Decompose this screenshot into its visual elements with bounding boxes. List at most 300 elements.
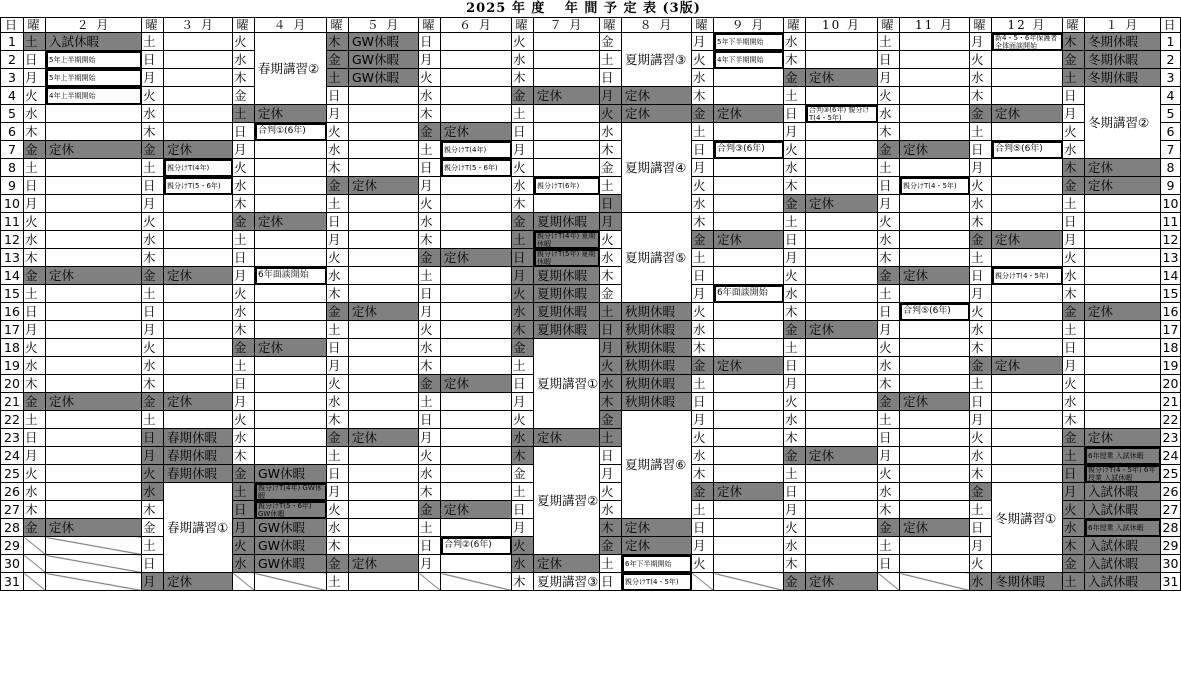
event-cell (441, 555, 512, 573)
weekday-cell: 日 (784, 483, 806, 501)
weekday-cell: 日 (24, 51, 46, 69)
weekday-cell: 月 (692, 285, 714, 303)
weekday-cell: 木 (970, 213, 992, 231)
weekday-cell: 火 (692, 303, 714, 321)
event-cell (349, 501, 419, 519)
event-cell (806, 249, 878, 267)
event-cell (1085, 393, 1161, 411)
event-cell (806, 231, 878, 249)
weekday-cell: 水 (1063, 267, 1085, 285)
weekday-cell: 日 (142, 303, 164, 321)
weekday-cell: 土 (327, 321, 349, 339)
day-number: 11 (1, 213, 24, 231)
weekday-cell: 木 (878, 501, 900, 519)
day-number-right: 17 (1161, 321, 1181, 339)
day-number-right: 24 (1161, 447, 1181, 465)
event-cell (441, 357, 512, 375)
empty-day (692, 573, 714, 591)
event-cell (992, 123, 1063, 141)
event-cell (46, 159, 142, 177)
event-cell: 定休 (900, 267, 970, 285)
event-cell (992, 375, 1063, 393)
weekday-cell: 月 (600, 465, 622, 483)
weekday-cell: 日 (600, 447, 622, 465)
weekday-cell: 金 (419, 501, 441, 519)
weekday-cell: 木 (233, 69, 255, 87)
event-cell (900, 465, 970, 483)
session-block: 夏期講習② (534, 447, 600, 555)
weekday-cell: 火 (419, 195, 441, 213)
event-cell (46, 339, 142, 357)
day-number-right: 16 (1161, 303, 1181, 321)
event-cell: 春期休暇 (164, 429, 233, 447)
weekday-cell: 火 (512, 159, 534, 177)
event-cell (900, 195, 970, 213)
weekday-cell: 月 (600, 213, 622, 231)
event-cell (534, 141, 600, 159)
event-cell (900, 357, 970, 375)
weekday-cell: 水 (692, 69, 714, 87)
event-cell (1085, 285, 1161, 303)
weekday-cell: 金 (327, 51, 349, 69)
weekday-cell: 金 (878, 393, 900, 411)
weekday-cell: 金 (600, 33, 622, 51)
event-cell (164, 195, 233, 213)
weekday-cell: 水 (512, 303, 534, 321)
weekday-cell: 土 (970, 123, 992, 141)
weekday-cell: 火 (512, 285, 534, 303)
day-number-right: 1 (1161, 33, 1181, 51)
weekday-cell: 金 (419, 249, 441, 267)
weekday-cell: 木 (419, 105, 441, 123)
event-cell: 定休 (1085, 159, 1161, 177)
weekday-cell: 日 (600, 321, 622, 339)
day-number: 23 (1, 429, 24, 447)
day-number: 24 (1, 447, 24, 465)
weekday-cell: 金 (692, 231, 714, 249)
weekday-cell: 金 (327, 429, 349, 447)
weekday-cell: 月 (142, 573, 164, 591)
event-cell: 定休 (714, 231, 784, 249)
weekday-cell: 土 (970, 501, 992, 519)
event-cell: 定休 (255, 105, 327, 123)
event-cell: 定休 (164, 393, 233, 411)
weekday-cell: 日 (327, 87, 349, 105)
weekday-cell: 月 (512, 393, 534, 411)
weekday-cell: 土 (1063, 321, 1085, 339)
weekday-cell: 日 (692, 267, 714, 285)
weekday-cell: 木 (142, 249, 164, 267)
weekday-cell: 金 (233, 213, 255, 231)
weekday-cell: 金 (600, 159, 622, 177)
event-cell (349, 213, 419, 231)
empty-day (255, 573, 327, 591)
event-cell (992, 393, 1063, 411)
weekday-cell: 火 (327, 123, 349, 141)
weekday-cell: 日 (600, 573, 622, 591)
weekday-cell: 日 (1063, 465, 1085, 483)
day-number: 18 (1, 339, 24, 357)
event-cell (714, 267, 784, 285)
event-cell (46, 411, 142, 429)
event-cell (46, 483, 142, 501)
day-row (1, 285, 1181, 303)
event-cell (900, 69, 970, 87)
event-cell (255, 159, 327, 177)
day-number: 21 (1, 393, 24, 411)
weekday-cell: 水 (327, 141, 349, 159)
session-block: 夏期講習③ (622, 33, 692, 87)
event-cell (349, 465, 419, 483)
event-cell (714, 339, 784, 357)
event-cell (164, 105, 233, 123)
event-cell (349, 573, 419, 591)
event-cell (255, 411, 327, 429)
weekday-cell: 月 (1063, 357, 1085, 375)
event-cell: 親分けT(4・5年) (992, 267, 1063, 285)
weekday-cell: 金 (419, 123, 441, 141)
weekday-cell: 火 (327, 501, 349, 519)
weekday-cell: 月 (784, 501, 806, 519)
event-cell: 定休 (806, 195, 878, 213)
event-cell (255, 285, 327, 303)
weekday-cell: 土 (784, 87, 806, 105)
event-cell (349, 105, 419, 123)
event-cell (441, 267, 512, 285)
weekday-cell: 木 (600, 267, 622, 285)
event-cell (714, 519, 784, 537)
weekday-cell: 木 (784, 51, 806, 69)
event-cell (1085, 375, 1161, 393)
event-cell (900, 375, 970, 393)
day-row (1, 159, 1181, 177)
weekday-cell: 金 (512, 465, 534, 483)
event-cell (255, 375, 327, 393)
event-cell (714, 69, 784, 87)
weekday-cell: 月 (692, 537, 714, 555)
event-cell (164, 69, 233, 87)
weekday-cell: 日 (512, 375, 534, 393)
weekday-cell: 木 (692, 213, 714, 231)
event-cell (992, 411, 1063, 429)
event-cell: 定休 (806, 447, 878, 465)
weekday-cell: 土 (600, 429, 622, 447)
day-number-right: 2 (1161, 51, 1181, 69)
event-cell (900, 213, 970, 231)
event-cell (714, 87, 784, 105)
event-cell (806, 285, 878, 303)
weekday-cell: 土 (970, 249, 992, 267)
day-number-right: 15 (1161, 285, 1181, 303)
day-number: 15 (1, 285, 24, 303)
day-number: 17 (1, 321, 24, 339)
event-cell (992, 249, 1063, 267)
header-weekday: 曜 (878, 18, 900, 33)
event-cell (714, 411, 784, 429)
weekday-cell: 火 (233, 537, 255, 555)
day-number-right: 14 (1161, 267, 1181, 285)
event-cell (441, 51, 512, 69)
event-cell (255, 195, 327, 213)
weekday-cell: 火 (600, 231, 622, 249)
day-row (1, 195, 1181, 213)
weekday-cell: 日 (1063, 213, 1085, 231)
event-cell (46, 177, 142, 195)
event-cell (255, 429, 327, 447)
weekday-cell: 火 (600, 483, 622, 501)
day-row (1, 429, 1181, 447)
day-number-right: 31 (1161, 573, 1181, 591)
weekday-cell: 土 (1063, 69, 1085, 87)
event-cell (992, 447, 1063, 465)
event-cell: 秋期休暇 (622, 393, 692, 411)
event-cell (46, 285, 142, 303)
event-cell (534, 69, 600, 87)
event-cell: 夏期休暇 (534, 303, 600, 321)
header-month: 11 月 (900, 18, 970, 33)
weekday-cell: 木 (24, 375, 46, 393)
event-cell (255, 393, 327, 411)
weekday-cell: 月 (24, 321, 46, 339)
event-cell (164, 285, 233, 303)
event-cell (992, 87, 1063, 105)
weekday-cell: 日 (970, 141, 992, 159)
event-cell (900, 87, 970, 105)
weekday-cell: 月 (692, 33, 714, 51)
day-number-right: 11 (1161, 213, 1181, 231)
empty-day (46, 555, 142, 573)
event-cell (349, 249, 419, 267)
weekday-cell: 日 (142, 177, 164, 195)
event-cell: 新4・5・6年保護者 全体面談開始 (992, 33, 1063, 51)
event-cell (164, 87, 233, 105)
weekday-cell: 木 (327, 285, 349, 303)
event-cell (441, 393, 512, 411)
weekday-cell: 金 (784, 195, 806, 213)
weekday-cell: 月 (600, 87, 622, 105)
day-number: 31 (1, 573, 24, 591)
event-cell (900, 429, 970, 447)
weekday-cell: 土 (142, 285, 164, 303)
event-cell (46, 195, 142, 213)
weekday-cell: 水 (24, 231, 46, 249)
event-cell (900, 537, 970, 555)
event-cell (992, 213, 1063, 231)
event-cell (900, 33, 970, 51)
weekday-cell: 水 (600, 249, 622, 267)
event-cell: 親分けT(4年) (164, 159, 233, 177)
empty-day (24, 573, 46, 591)
weekday-cell: 日 (692, 141, 714, 159)
weekday-cell: 土 (692, 501, 714, 519)
day-row (1, 321, 1181, 339)
weekday-cell: 月 (784, 123, 806, 141)
weekday-cell: 水 (878, 357, 900, 375)
event-cell (164, 339, 233, 357)
event-cell (900, 285, 970, 303)
event-cell: 親分けT(6年) (534, 177, 600, 195)
event-cell (441, 285, 512, 303)
event-cell (441, 177, 512, 195)
event-cell: 4年下半期開始 (714, 51, 784, 69)
event-cell: 定休 (46, 267, 142, 285)
day-row (1, 213, 1181, 231)
weekday-cell: 木 (692, 339, 714, 357)
event-cell (441, 465, 512, 483)
weekday-cell: 金 (327, 177, 349, 195)
header-weekday: 曜 (142, 18, 164, 33)
header-day-right: 日 (1161, 18, 1181, 33)
event-cell: 6年授業 入試休暇 (1085, 519, 1161, 537)
weekday-cell: 火 (233, 411, 255, 429)
weekday-cell: 土 (692, 123, 714, 141)
weekday-cell: 月 (24, 195, 46, 213)
day-number-right: 10 (1161, 195, 1181, 213)
event-cell: 親分けT(4・5年) 6年授業 入試休暇 (1085, 465, 1161, 483)
header-weekday: 曜 (512, 18, 534, 33)
header-weekday: 曜 (327, 18, 349, 33)
event-cell: GW休暇 (255, 555, 327, 573)
weekday-cell: 火 (233, 285, 255, 303)
header-weekday: 曜 (970, 18, 992, 33)
event-cell (714, 303, 784, 321)
event-cell: 合判③(6年) 親分けT(4・5年) (806, 105, 878, 123)
weekday-cell: 月 (970, 285, 992, 303)
weekday-cell: 土 (878, 33, 900, 51)
header-month: ９ 月 (714, 18, 784, 33)
weekday-cell: 水 (24, 357, 46, 375)
event-cell: 定休 (46, 393, 142, 411)
event-cell (806, 267, 878, 285)
event-cell (806, 519, 878, 537)
event-cell (1085, 195, 1161, 213)
weekday-cell: 火 (233, 33, 255, 51)
weekday-cell: 金 (142, 141, 164, 159)
event-cell: 合判①(6年) (255, 123, 327, 141)
day-row (1, 69, 1181, 87)
weekday-cell: 日 (142, 51, 164, 69)
event-cell (46, 465, 142, 483)
weekday-cell: 土 (512, 231, 534, 249)
weekday-cell: 火 (878, 213, 900, 231)
weekday-cell: 木 (970, 87, 992, 105)
event-cell (255, 321, 327, 339)
page-title: 2025 年 度 年 間 予 定 表 (3版) (466, 1, 701, 16)
day-number: 30 (1, 555, 24, 573)
weekday-cell: 月 (1063, 105, 1085, 123)
weekday-cell: 日 (512, 249, 534, 267)
day-number-right: 19 (1161, 357, 1181, 375)
event-cell: 定休 (992, 231, 1063, 249)
weekday-cell: 水 (600, 375, 622, 393)
weekday-cell: 月 (1063, 483, 1085, 501)
weekday-cell: 日 (512, 501, 534, 519)
empty-day (441, 573, 512, 591)
weekday-cell: 月 (327, 105, 349, 123)
weekday-cell: 木 (233, 447, 255, 465)
event-cell (806, 555, 878, 573)
weekday-cell: 火 (233, 159, 255, 177)
event-cell: 定休 (806, 573, 878, 591)
weekday-cell: 木 (512, 69, 534, 87)
weekday-cell: 日 (233, 501, 255, 519)
event-cell: 5年上半期開始 (46, 69, 142, 87)
weekday-cell: 水 (970, 321, 992, 339)
event-cell: 定休 (441, 501, 512, 519)
event-cell (441, 429, 512, 447)
weekday-cell: 日 (784, 105, 806, 123)
event-cell (164, 123, 233, 141)
event-cell (714, 393, 784, 411)
event-cell (164, 213, 233, 231)
event-cell: 定休 (714, 105, 784, 123)
weekday-cell: 月 (142, 69, 164, 87)
weekday-cell: 火 (784, 393, 806, 411)
day-number: 12 (1, 231, 24, 249)
day-number-right: 5 (1161, 105, 1181, 123)
weekday-cell: 土 (1063, 447, 1085, 465)
event-cell (349, 519, 419, 537)
event-cell: 合判⑤(6年) (900, 303, 970, 321)
weekday-cell: 金 (512, 87, 534, 105)
empty-day (46, 537, 142, 555)
weekday-cell: 月 (327, 231, 349, 249)
weekday-cell: 土 (327, 195, 349, 213)
session-block: 夏期講習④ (622, 123, 692, 213)
event-cell: 親分けT(4年) 夏期休暇 (534, 231, 600, 249)
weekday-cell: 土 (600, 303, 622, 321)
event-cell: 定休 (806, 321, 878, 339)
day-row (1, 231, 1181, 249)
weekday-cell: 月 (784, 375, 806, 393)
event-cell (255, 249, 327, 267)
event-cell (349, 321, 419, 339)
weekday-cell: 金 (692, 483, 714, 501)
weekday-cell: 金 (1063, 429, 1085, 447)
weekday-cell: 日 (692, 393, 714, 411)
day-number: 16 (1, 303, 24, 321)
weekday-cell: 土 (1063, 573, 1085, 591)
day-number-right: 20 (1161, 375, 1181, 393)
header-month: ３ 月 (164, 18, 233, 33)
event-cell (46, 213, 142, 231)
session-block: 春期講習① (164, 483, 233, 573)
weekday-cell: 金 (970, 105, 992, 123)
weekday-cell: 土 (233, 357, 255, 375)
event-cell (806, 465, 878, 483)
event-cell: 親分けT(5・6年) (164, 177, 233, 195)
header-month: ２ 月 (46, 18, 142, 33)
weekday-cell: 火 (142, 213, 164, 231)
weekday-cell: 月 (692, 411, 714, 429)
event-cell (900, 159, 970, 177)
weekday-cell: 水 (327, 267, 349, 285)
event-cell (900, 105, 970, 123)
weekday-cell: 土 (24, 411, 46, 429)
weekday-cell: 金 (24, 393, 46, 411)
weekday-cell: 火 (784, 267, 806, 285)
weekday-cell: 水 (512, 555, 534, 573)
weekday-cell: 土 (327, 69, 349, 87)
weekday-cell: 金 (142, 267, 164, 285)
event-cell (255, 303, 327, 321)
empty-day (900, 573, 970, 591)
weekday-cell: 木 (419, 483, 441, 501)
weekday-cell: 火 (512, 411, 534, 429)
event-cell: 定休 (900, 519, 970, 537)
event-cell: GW休暇 (255, 519, 327, 537)
weekday-cell: 火 (24, 87, 46, 105)
